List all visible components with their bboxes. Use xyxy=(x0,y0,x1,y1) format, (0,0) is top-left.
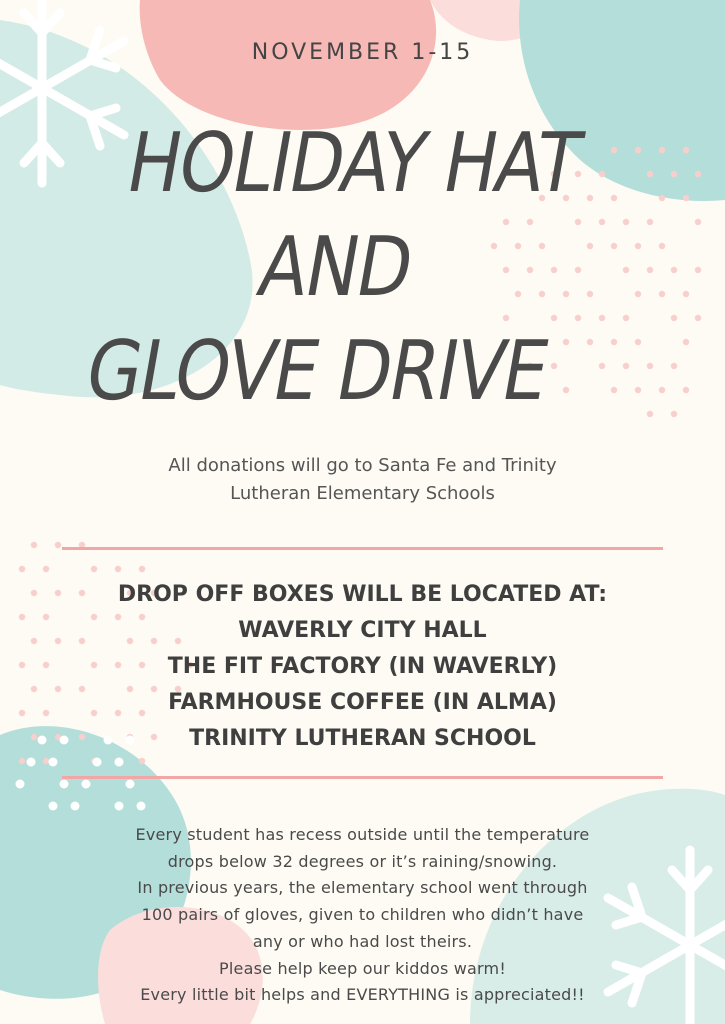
poster-title xyxy=(0,112,674,424)
divider-bottom xyxy=(62,776,663,779)
dropoff-section xyxy=(0,577,725,757)
dropoff-location: FARMHOUSE COFFEE (IN ALMA) xyxy=(168,690,557,715)
divider-top xyxy=(62,547,663,550)
body-line: Please help keep our kiddos warm! xyxy=(219,958,506,978)
body-line: Every student has recess outside until the temperature xyxy=(135,825,590,844)
body-line: In previous years, the elementary school went through xyxy=(137,878,588,898)
title-line: AND xyxy=(251,220,419,315)
body-line: drops below 32 degrees or it’s raining/snowing. xyxy=(167,851,558,871)
event-date: NOVEMBER 1-15 xyxy=(251,40,474,65)
body-line: 100 pairs of gloves, given to children who didn’t have xyxy=(141,905,584,925)
donation-note xyxy=(80,452,645,508)
dropoff-location: WAVERLY CITY HALL xyxy=(238,618,487,643)
body-line: Every little bit helps and EVERYTHING is appreciated!! xyxy=(140,985,585,1005)
dropoff-heading: DROP OFF BOXES WILL BE LOCATED AT: xyxy=(117,582,608,607)
body-line: any or who had lost theirs. xyxy=(252,931,473,951)
title-line: HOLIDAY HAT xyxy=(120,116,587,211)
dropoff-location: THE FIT FACTORY (IN WAVERLY) xyxy=(167,654,558,679)
subtitle-line: Lutheran Elementary Schools xyxy=(230,483,495,504)
dropoff-location: TRINITY LUTHERAN SCHOOL xyxy=(189,726,536,751)
body-paragraph xyxy=(60,822,665,1009)
title-line: GLOVE DRIVE xyxy=(78,324,555,419)
subtitle-line: All donations will go to Santa Fe and Trinity xyxy=(168,455,557,476)
